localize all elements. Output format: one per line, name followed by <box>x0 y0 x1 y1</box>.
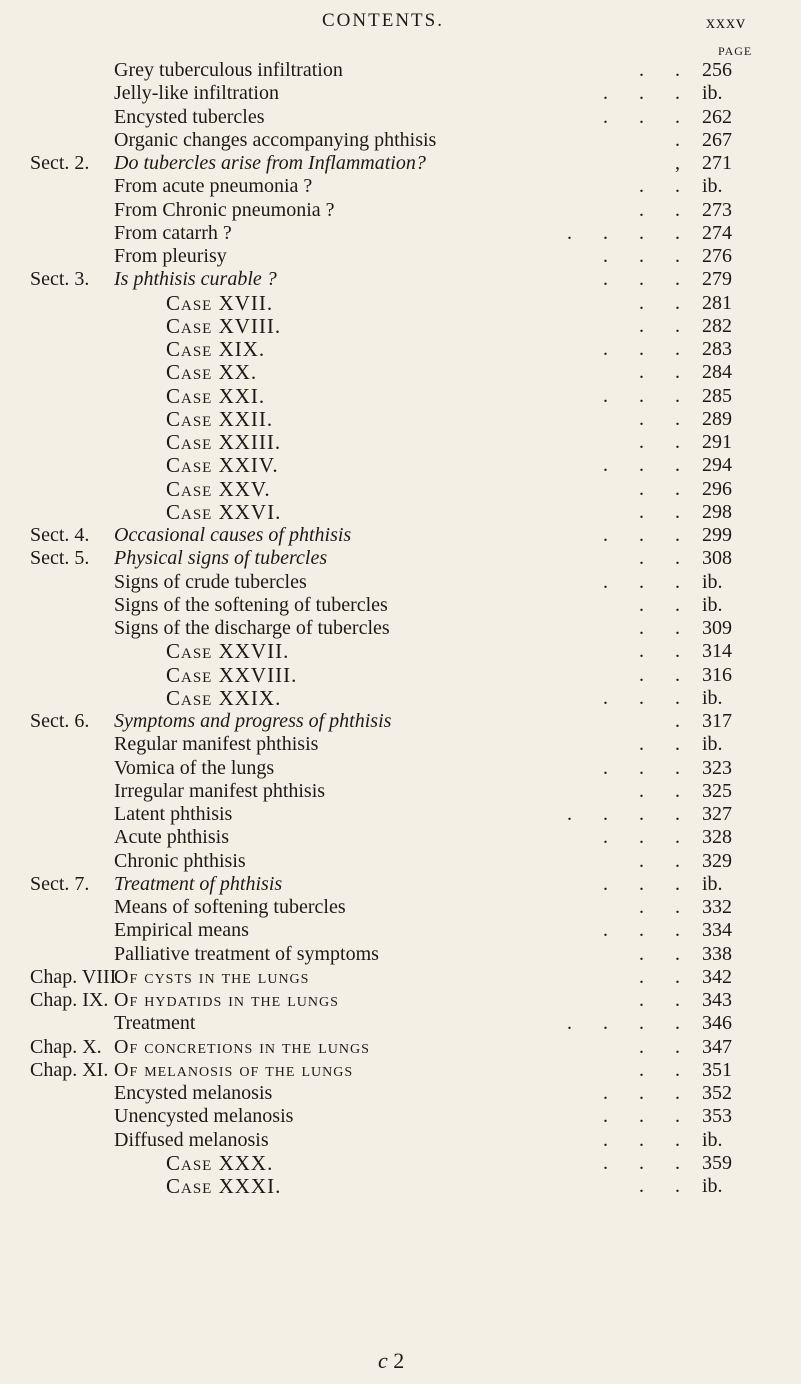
signature-mark <box>378 1348 404 1374</box>
entry-title: From Chronic pneumonia ? <box>114 198 335 221</box>
contents-entry <box>0 245 801 268</box>
entry-title: Case XXIII. <box>166 430 282 454</box>
entry-title: Case XXI. <box>166 383 266 408</box>
contents-entry <box>0 478 801 501</box>
contents-entry <box>0 152 801 175</box>
contents-entry <box>0 408 801 431</box>
contents-entry <box>0 640 801 663</box>
page-number: ib. <box>702 82 723 105</box>
chapter-number: Chap. VIII. <box>30 965 122 988</box>
entry-title: Treatment <box>114 1012 196 1035</box>
page-number: 338 <box>702 942 732 965</box>
entry-title: Irregular manifest phthisis <box>114 779 326 802</box>
contents-entry <box>0 82 801 105</box>
contents-list <box>0 59 801 1198</box>
section-number: Sect. 5. <box>30 547 90 570</box>
entry-title: Empirical means <box>114 919 249 942</box>
contents-entry <box>0 1036 801 1059</box>
contents-entry <box>0 338 801 361</box>
page-number: 329 <box>702 849 732 872</box>
leader-dots: . . . <box>603 384 680 407</box>
page-number: 317 <box>702 710 732 732</box>
entry-title: Of concretions in the lungs <box>114 1035 370 1058</box>
leader-dots: . . . . <box>567 803 680 825</box>
entry-title: Case XXVII. <box>166 639 290 664</box>
contents-entry <box>0 222 801 245</box>
leader-dots: . . <box>639 1035 680 1058</box>
page-number: ib. <box>702 570 723 593</box>
leader-dots: . . <box>639 965 680 988</box>
contents-entry <box>0 1082 801 1105</box>
leader-dots: . . <box>639 407 680 430</box>
entry-title: Case XIX. <box>166 337 266 361</box>
leader-dots: . . . <box>603 268 680 291</box>
entry-title: Case XVIII. <box>166 313 282 338</box>
contents-entry <box>0 547 801 570</box>
page-number: 353 <box>702 1105 732 1128</box>
signature-number: 2 <box>393 1348 405 1373</box>
page-column-label: PAGE <box>718 44 753 58</box>
contents-entry <box>0 943 801 966</box>
leader-dots: . . <box>639 849 680 872</box>
entry-title: Case XXII. <box>166 406 274 431</box>
entry-title: Case XXV. <box>166 476 271 501</box>
page-number: 314 <box>702 640 732 663</box>
leader-dots: . . <box>639 1175 680 1197</box>
page-number: 296 <box>702 477 732 500</box>
chapter-number: Chap. X. <box>30 1035 102 1058</box>
leader-dots: . . <box>639 500 680 523</box>
page-number: 285 <box>702 384 732 407</box>
contents-entry <box>0 1152 801 1175</box>
leader-dots: . . . <box>603 105 680 128</box>
leader-dots: . . . <box>603 338 680 360</box>
contents-entry <box>0 454 801 477</box>
contents-entry <box>0 919 801 942</box>
leader-dots: . <box>675 128 680 151</box>
entry-title: Case XXX. <box>166 1150 274 1175</box>
section-number: Sect. 3. <box>30 268 90 291</box>
page-number: 359 <box>702 1151 732 1174</box>
leader-dots: . . <box>639 291 680 314</box>
page-number: 351 <box>702 1058 732 1081</box>
entry-title: Is phthisis curable ? <box>114 268 277 291</box>
running-title: CONTENTS. <box>322 10 444 31</box>
contents-entry <box>0 385 801 408</box>
page-number: 343 <box>702 989 732 1011</box>
contents-entry <box>0 1059 801 1082</box>
page-number: 327 <box>702 803 732 825</box>
entry-title: Signs of the softening of tubercles <box>114 593 388 616</box>
leader-dots: . . <box>639 477 680 500</box>
contents-entry <box>0 710 801 733</box>
page-number: ib. <box>702 1175 723 1197</box>
leader-dots: . . . <box>603 1082 680 1104</box>
page-number: 281 <box>702 291 732 314</box>
entry-title: Case XX. <box>166 360 258 385</box>
leader-dots: . . <box>639 175 680 198</box>
contents-entry <box>0 292 801 315</box>
page-number: ib. <box>702 686 723 709</box>
page-number: 352 <box>702 1082 732 1104</box>
contents-entry <box>0 106 801 129</box>
leader-dots: . . . <box>603 1105 680 1128</box>
page-number: 289 <box>702 407 732 430</box>
page-number: 299 <box>702 524 732 546</box>
leader-dots: . . . <box>603 872 680 895</box>
page-number: 262 <box>702 105 732 128</box>
entry-title: Do tubercles arise from Inflammation? <box>114 152 426 174</box>
contents-entry <box>0 199 801 222</box>
page-number: 291 <box>702 431 732 453</box>
page-number: 267 <box>702 128 732 151</box>
leader-dots: . . <box>639 593 680 616</box>
contents-entry <box>0 524 801 547</box>
leader-dots: . . . <box>603 454 680 477</box>
page-number: 309 <box>702 617 732 639</box>
contents-entry <box>0 873 801 896</box>
contents-entry <box>0 896 801 919</box>
page-number: 282 <box>702 314 732 337</box>
page-number: 273 <box>702 198 732 221</box>
leader-dots: . . <box>639 779 680 802</box>
entry-title: Of melanosis of the lungs <box>114 1058 354 1081</box>
contents-entry <box>0 501 801 524</box>
entry-title: Encysted tubercles <box>114 105 265 128</box>
section-number: Sect. 6. <box>30 710 90 732</box>
page-number: 271 <box>702 152 732 174</box>
section-number: Sect. 7. <box>30 872 90 895</box>
leader-dots: . . . . <box>567 1012 680 1035</box>
entry-title: Treatment of phthisis <box>114 872 283 895</box>
leader-dots: . . <box>639 989 680 1011</box>
leader-dots: , <box>675 152 680 174</box>
leader-dots: . . <box>639 733 680 756</box>
page-number: 294 <box>702 454 732 477</box>
entry-title: Jelly-like infiltration <box>114 82 279 105</box>
page-number: 316 <box>702 663 732 686</box>
entry-title: Case XXVI. <box>166 499 282 524</box>
leader-dots: . . <box>639 617 680 639</box>
leader-dots: . . . <box>603 919 680 942</box>
leader-dots: . . . <box>603 1128 680 1151</box>
contents-entry <box>0 361 801 384</box>
contents-entry <box>0 803 801 826</box>
contents-entry <box>0 826 801 849</box>
entry-title: From acute pneumonia ? <box>114 175 313 198</box>
leader-dots: . . . <box>603 524 680 546</box>
contents-entry <box>0 1012 801 1035</box>
contents-entry <box>0 989 801 1012</box>
leader-dots: . . . <box>603 570 680 593</box>
leader-dots: . . . <box>603 686 680 709</box>
folio-number: xxxv <box>706 12 746 32</box>
entry-title: Chronic phthisis <box>114 849 246 872</box>
contents-entry <box>0 733 801 756</box>
entry-title: Case XXIV. <box>166 453 279 478</box>
leader-dots: . . . <box>603 1151 680 1174</box>
section-number: Sect. 4. <box>30 524 90 546</box>
page-number: 342 <box>702 965 732 988</box>
contents-entry <box>0 175 801 198</box>
contents-entry <box>0 129 801 152</box>
entry-title: Diffused melanosis <box>114 1128 269 1151</box>
leader-dots: . . <box>639 431 680 453</box>
entry-title: Symptoms and progress of phthisis <box>114 710 392 732</box>
contents-entry <box>0 1175 801 1198</box>
leader-dots: . . . <box>603 82 680 105</box>
entry-title: Of cysts in the lungs <box>114 965 310 988</box>
chapter-number: Chap. XI. <box>30 1058 109 1081</box>
entry-title: From catarrh ? <box>114 221 232 244</box>
contents-entry <box>0 594 801 617</box>
leader-dots: . . . <box>603 826 680 849</box>
entry-title: Case XVII. <box>166 290 274 315</box>
contents-entry <box>0 687 801 710</box>
page-number: ib. <box>702 175 723 198</box>
entry-title: Signs of the discharge of tubercles <box>114 617 390 639</box>
running-head <box>0 6 801 36</box>
entry-title: Acute phthisis <box>114 826 229 849</box>
page-number: 328 <box>702 826 732 849</box>
contents-entry <box>0 966 801 989</box>
entry-title: Case XXIX. <box>166 685 282 710</box>
page-number: 256 <box>702 59 732 81</box>
entry-title: Physical signs of tubercles <box>114 547 328 570</box>
page-number: 284 <box>702 361 732 384</box>
contents-entry <box>0 664 801 687</box>
entry-title: Case XXXI. <box>166 1174 282 1198</box>
entry-title: Of hydatids in the lungs <box>114 989 339 1011</box>
page-number: 276 <box>702 245 732 267</box>
section-number: Sect. 2. <box>30 152 90 174</box>
entry-title: From pleurisy <box>114 245 227 267</box>
entry-title: Palliative treatment of symptoms <box>114 942 379 965</box>
contents-entry <box>0 1105 801 1128</box>
contents-entry <box>0 780 801 803</box>
leader-dots: . . <box>639 361 680 384</box>
leader-dots: . . <box>639 896 680 918</box>
entry-title: Vomica of the lungs <box>114 756 275 779</box>
leader-dots: . . . <box>603 756 680 779</box>
page-number: 346 <box>702 1012 732 1035</box>
leader-dots: . . <box>639 59 680 81</box>
page-number: 279 <box>702 268 732 291</box>
leader-dots: . . <box>639 1058 680 1081</box>
entry-title: Occasional causes of phthisis <box>114 524 352 546</box>
entry-title: Signs of crude tubercles <box>114 570 307 593</box>
leader-dots: . . <box>639 942 680 965</box>
page-number: 283 <box>702 338 732 360</box>
contents-entry <box>0 431 801 454</box>
leader-dots: . . <box>639 663 680 686</box>
leader-dots: . . . <box>603 245 680 267</box>
entry-title: Regular manifest phthisis <box>114 733 319 756</box>
page-number: 332 <box>702 896 732 918</box>
entry-title: Grey tuberculous infiltration <box>114 59 343 81</box>
page-number: ib. <box>702 1128 723 1151</box>
entry-title: Latent phthisis <box>114 803 233 825</box>
contents-entry <box>0 757 801 780</box>
leader-dots: . . . . <box>567 221 680 244</box>
page-number: ib. <box>702 872 723 895</box>
leader-dots: . . <box>639 640 680 663</box>
page-number: 325 <box>702 779 732 802</box>
entry-title: Unencysted melanosis <box>114 1105 294 1128</box>
leader-dots: . . <box>639 314 680 337</box>
contents-entry <box>0 850 801 873</box>
entry-title: Means of softening tubercles <box>114 896 346 918</box>
page-number: 323 <box>702 756 732 779</box>
page-number: ib. <box>702 733 723 756</box>
page-number: ib. <box>702 593 723 616</box>
contents-entry <box>0 268 801 291</box>
contents-entry <box>0 617 801 640</box>
page-number: 347 <box>702 1035 732 1058</box>
page-number: 274 <box>702 221 732 244</box>
contents-entry <box>0 59 801 82</box>
entry-title: Encysted melanosis <box>114 1082 273 1104</box>
leader-dots: . . <box>639 547 680 570</box>
contents-entry <box>0 571 801 594</box>
entry-title: Organic changes accompanying phthisis <box>114 128 437 151</box>
page-number: 298 <box>702 500 732 523</box>
signature-letter: c <box>378 1348 388 1373</box>
contents-entry <box>0 1129 801 1152</box>
page-number: 334 <box>702 919 732 942</box>
page-number: 308 <box>702 547 732 570</box>
leader-dots: . . <box>639 198 680 221</box>
entry-title: Case XXVIII. <box>166 662 298 687</box>
contents-entry <box>0 315 801 338</box>
leader-dots: . <box>675 710 680 732</box>
chapter-number: Chap. IX. <box>30 989 109 1011</box>
